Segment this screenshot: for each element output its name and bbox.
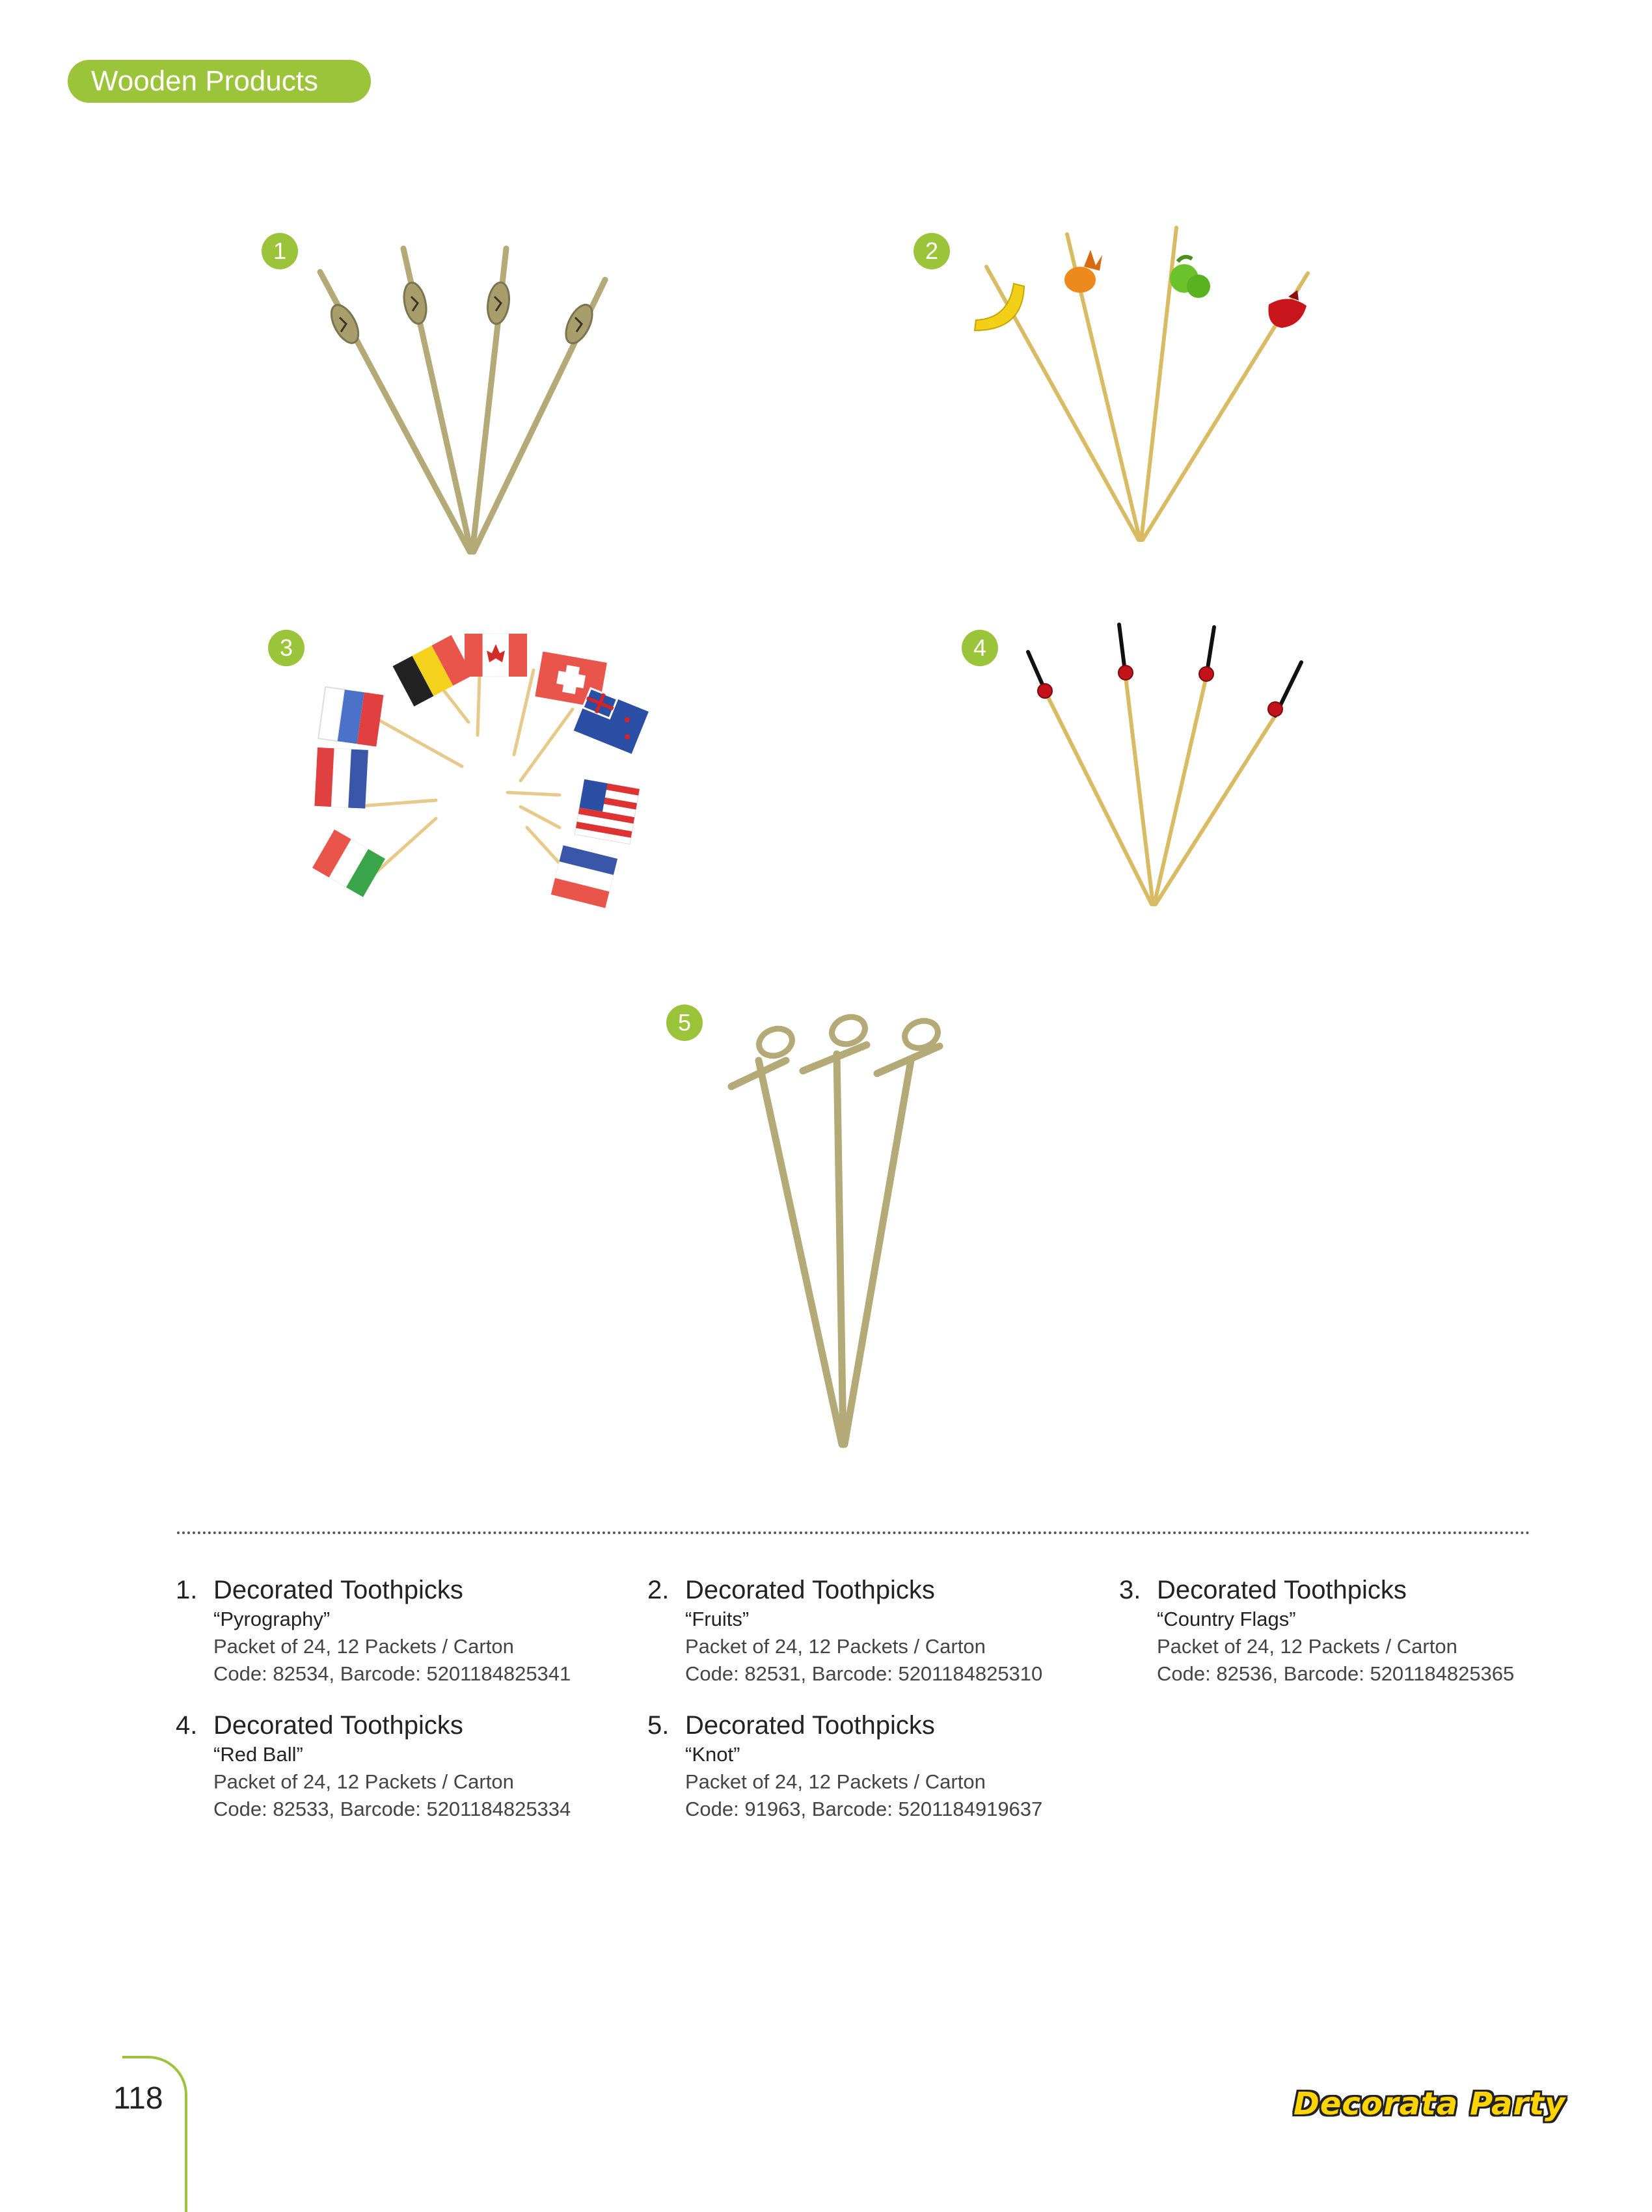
apple-icon [1170, 257, 1210, 298]
entry-packing: Packet of 24, 12 Packets / Carton [685, 1635, 986, 1658]
entry-packing: Packet of 24, 12 Packets / Carton [213, 1635, 514, 1658]
strawberry-icon [1268, 290, 1307, 328]
product-badge-3: 3 [268, 630, 305, 666]
entry-codes: Code: 82536, Barcode: 5201184825365 [1157, 1662, 1515, 1685]
entry-variant: “Red Ball” [213, 1743, 303, 1766]
entry-title: Decorated Toothpicks [1157, 1576, 1407, 1604]
dotted-divider [177, 1531, 1530, 1534]
country-flag-toothpicks-image [306, 625, 670, 917]
product-badge-5: 5 [666, 1005, 703, 1041]
section-label: Wooden Products [68, 60, 371, 103]
product-badge-4: 4 [962, 630, 998, 666]
entry-number: 2. [647, 1576, 670, 1604]
page-corner-accent [122, 2056, 187, 2212]
entry-variant: “Fruits” [685, 1608, 750, 1630]
brand-logo: Decorata Party [1293, 2086, 1566, 2122]
entry-number: 1. [176, 1576, 198, 1604]
entry-variant: “Country Flags” [1157, 1608, 1296, 1630]
product-entry-3 [1119, 1574, 1562, 1688]
entry-variant: “Pyrography” [213, 1608, 331, 1630]
entry-codes: Code: 82533, Barcode: 5201184825334 [213, 1798, 571, 1820]
pyrography-toothpicks-image [299, 234, 638, 573]
entry-title: Decorated Toothpicks [213, 1711, 463, 1740]
product-badge-1: 1 [262, 233, 298, 269]
product-entry-5 [647, 1710, 1090, 1823]
knot-toothpicks-image [716, 995, 976, 1464]
entry-codes: Code: 82531, Barcode: 5201184825310 [685, 1662, 1043, 1685]
entry-number: 4. [176, 1711, 198, 1740]
product-badge-2: 2 [914, 233, 950, 269]
entry-title: Decorated Toothpicks [685, 1711, 935, 1740]
entry-number: 5. [647, 1711, 670, 1740]
product-entry-4 [176, 1710, 618, 1823]
entry-codes: Code: 82534, Barcode: 5201184825341 [213, 1662, 571, 1685]
red-ball-toothpicks-image [1015, 618, 1314, 917]
pineapple-icon [1064, 250, 1102, 293]
entry-packing: Packet of 24, 12 Packets / Carton [213, 1770, 514, 1793]
page-number: 118 [113, 2081, 163, 2116]
entry-packing: Packet of 24, 12 Packets / Carton [685, 1770, 986, 1793]
entry-number: 3. [1119, 1576, 1141, 1604]
entry-title: Decorated Toothpicks [213, 1576, 463, 1604]
entry-variant: “Knot” [685, 1743, 740, 1766]
fruit-toothpicks-image [963, 221, 1327, 560]
entry-codes: Code: 91963, Barcode: 5201184919637 [685, 1798, 1043, 1820]
entry-packing: Packet of 24, 12 Packets / Carton [1157, 1635, 1457, 1658]
entry-title: Decorated Toothpicks [685, 1576, 935, 1604]
product-entry-2 [647, 1574, 1090, 1688]
product-entry-1 [176, 1574, 618, 1688]
